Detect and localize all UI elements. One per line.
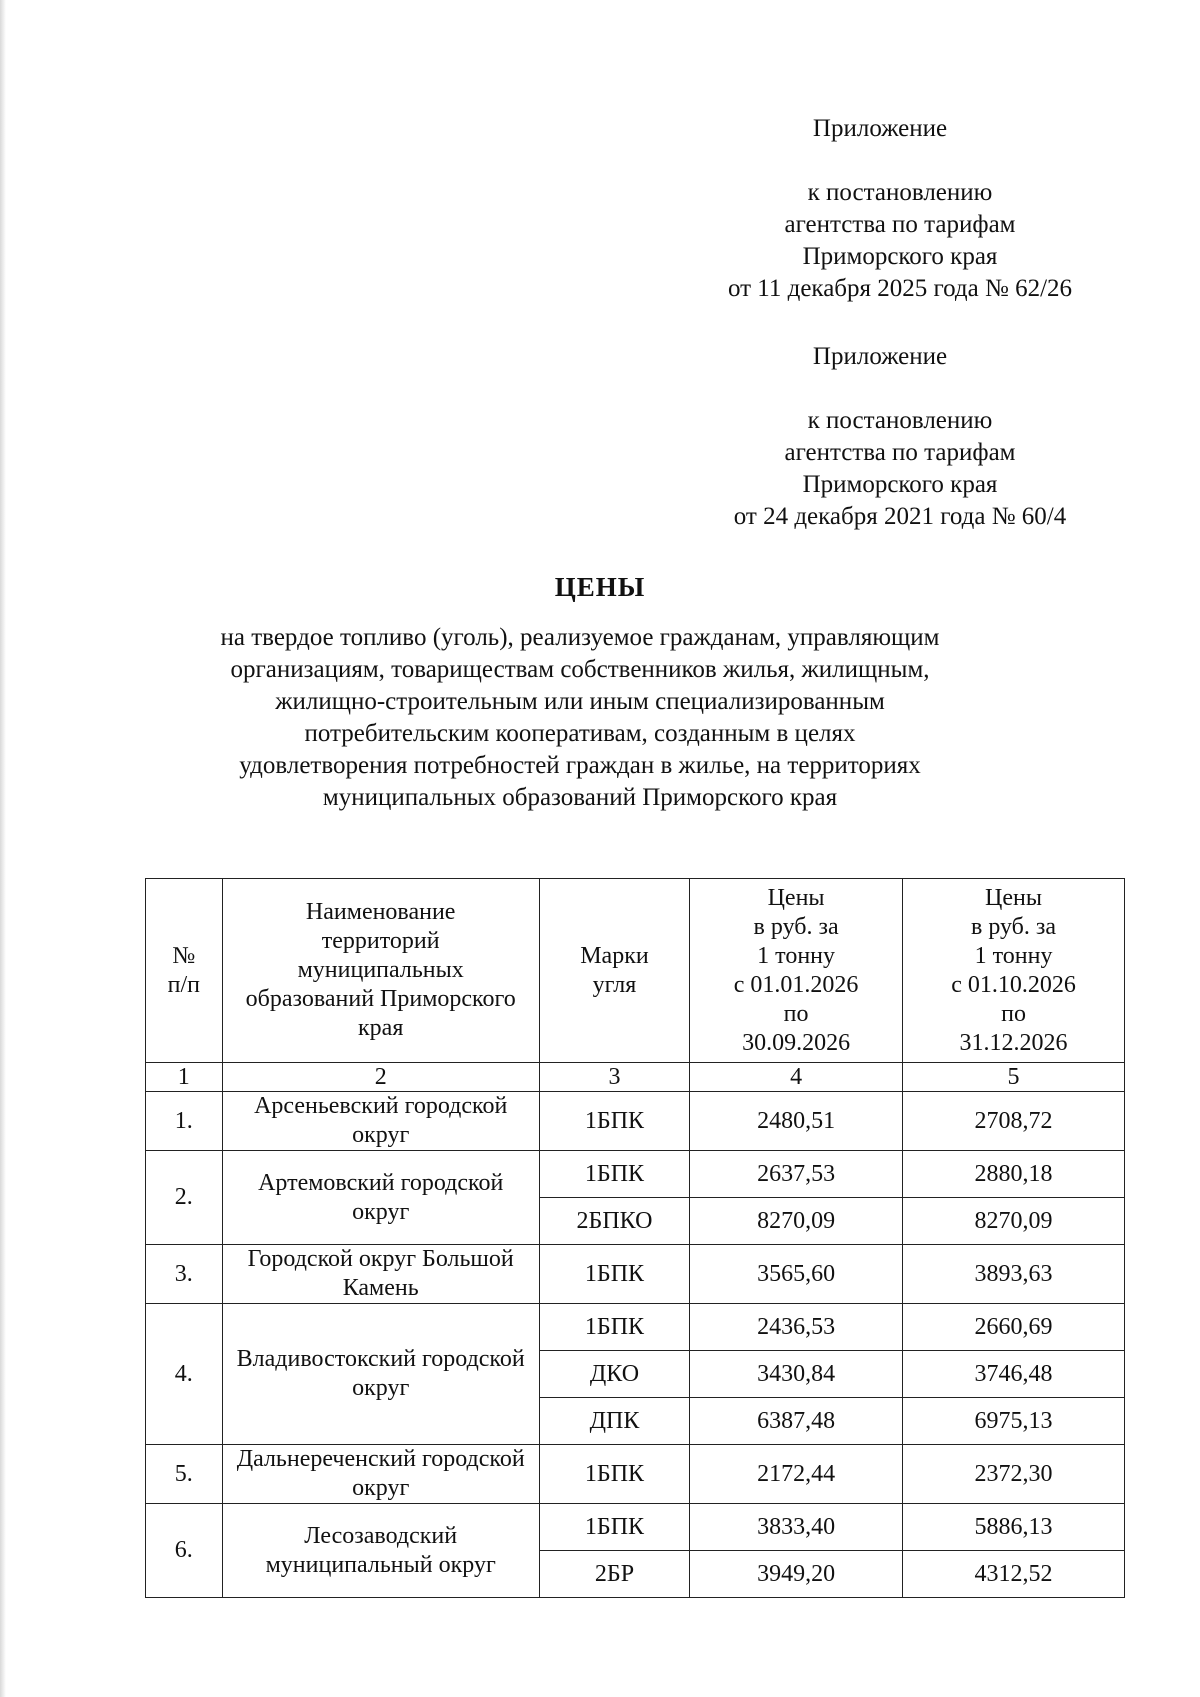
header-text: муниципальных [297, 957, 464, 983]
header-territory [222, 879, 539, 1063]
price-period-1: 3565,60 [690, 1245, 903, 1304]
price-period-2: 5886,13 [903, 1504, 1125, 1551]
column-number: 4 [690, 1063, 903, 1092]
price-period-2: 3893,63 [903, 1245, 1125, 1304]
coal-grade: 1БПК [539, 1304, 689, 1351]
appendix-line: от 11 декабря 2025 года № 62/26 [727, 275, 1073, 302]
header-text: с 01.01.2026 [733, 971, 859, 998]
appendix-line: Приморского края [802, 471, 998, 498]
row-number: 3. [146, 1245, 223, 1304]
document-subtitle [180, 622, 980, 814]
header-text: 31.12.2026 [959, 1029, 1068, 1056]
appendix-line: Приморского края [802, 243, 998, 270]
subtitle-line: удовлетворения потребностей граждан в жилье, на территориях [239, 752, 921, 779]
price-period-1: 6387,48 [690, 1398, 903, 1445]
coal-grade: 2БПКО [539, 1198, 689, 1245]
coal-grade: 2БР [539, 1551, 689, 1598]
coal-grade: ДКО [539, 1351, 689, 1398]
appendix-heading: Приложение [812, 343, 948, 370]
appendix-line: к постановлению [807, 407, 993, 434]
subtitle-line: организациям, товариществам собственников жилья, жилищным, [230, 656, 930, 683]
header-text: 1 тонну [974, 942, 1053, 969]
territory-name: Лесозаводский муниципальный округ [222, 1504, 539, 1598]
header-text: образований Приморского [245, 986, 516, 1012]
header-text: в руб. за [753, 913, 839, 940]
header-coal-grade [539, 879, 689, 1063]
row-number: 1. [146, 1092, 223, 1151]
column-number-row [146, 1063, 1125, 1092]
column-number: 1 [146, 1063, 223, 1092]
price-period-1: 2172,44 [690, 1445, 903, 1504]
row-number: 4. [146, 1304, 223, 1445]
row-number: 2. [146, 1151, 223, 1245]
table-header-row [146, 879, 1125, 1063]
appendix-current [690, 113, 1110, 305]
appendix-line: к постановлению [807, 179, 993, 206]
coal-grade: ДПК [539, 1398, 689, 1445]
territory-name: Владивостокский городской округ [222, 1304, 539, 1445]
territory-name: Дальнереченский городской округ [222, 1445, 539, 1504]
header-no [146, 879, 223, 1063]
subtitle-line: на твердое топливо (уголь), реализуемое гражданам, управляющим [220, 624, 940, 651]
price-period-2: 6975,13 [903, 1398, 1125, 1445]
price-period-2: 4312,52 [903, 1551, 1125, 1598]
prices-table [145, 878, 1125, 1598]
table-row [146, 1304, 1125, 1351]
appendix-original [690, 341, 1110, 533]
appendix-line: агентства по тарифам [784, 439, 1016, 466]
table-row [146, 1245, 1125, 1304]
header-text: по [783, 1000, 809, 1027]
price-period-1: 2436,53 [690, 1304, 903, 1351]
header-text: № [172, 942, 196, 969]
coal-grade: 1БПК [539, 1445, 689, 1504]
price-period-2: 3746,48 [903, 1351, 1125, 1398]
column-number: 2 [222, 1063, 539, 1092]
price-period-1: 3430,84 [690, 1351, 903, 1398]
header-price-period-1 [690, 879, 903, 1063]
territory-name: Артемовский городской округ [222, 1151, 539, 1245]
appendix-line: от 24 декабря 2021 года № 60/4 [733, 503, 1067, 530]
table-row [146, 1504, 1125, 1551]
appendix-heading: Приложение [812, 115, 948, 142]
subtitle-line: жилищно-строительным или иным специализированным [275, 688, 885, 715]
subtitle-line: потребительским кооперативам, созданным в целях [304, 720, 856, 747]
price-period-1: 3949,20 [690, 1551, 903, 1598]
price-period-1: 2637,53 [690, 1151, 903, 1198]
coal-grade: 1БПК [539, 1092, 689, 1151]
price-period-2: 2708,72 [903, 1092, 1125, 1151]
territory-name: Городской округ Большой Камень [222, 1245, 539, 1304]
header-text: Цены [767, 884, 825, 911]
header-price-period-2 [903, 879, 1125, 1063]
header-text: Цены [985, 884, 1042, 911]
price-period-1: 8270,09 [690, 1198, 903, 1245]
coal-grade: 1БПК [539, 1245, 689, 1304]
header-text: Марки [580, 942, 649, 969]
row-number: 6. [146, 1504, 223, 1598]
header-text: с 01.10.2026 [951, 971, 1076, 998]
header-text: края [358, 1015, 404, 1041]
header-text: 30.09.2026 [742, 1029, 851, 1056]
document-title: ЦЕНЫ [554, 572, 646, 602]
subtitle-line: муниципальных образований Приморского края [322, 784, 838, 811]
coal-grade: 1БПК [539, 1504, 689, 1551]
header-text: в руб. за [970, 913, 1057, 940]
table-row [146, 1445, 1125, 1504]
price-period-2: 2372,30 [903, 1445, 1125, 1504]
header-text: 1 тонну [757, 942, 835, 969]
price-period-2: 2660,69 [903, 1304, 1125, 1351]
row-number: 5. [146, 1445, 223, 1504]
appendix-line: агентства по тарифам [784, 211, 1016, 238]
price-period-2: 2880,18 [903, 1151, 1125, 1198]
header-text: п/п [167, 971, 200, 998]
price-period-1: 3833,40 [690, 1504, 903, 1551]
territory-name: Арсеньевский городской округ [222, 1092, 539, 1151]
table-row [146, 1092, 1125, 1151]
column-number: 5 [903, 1063, 1125, 1092]
header-text: территорий [321, 928, 440, 954]
column-number: 3 [539, 1063, 689, 1092]
header-text: Наименование [305, 899, 456, 925]
price-period-2: 8270,09 [903, 1198, 1125, 1245]
price-period-1: 2480,51 [690, 1092, 903, 1151]
page-left-edge [0, 0, 6, 1697]
coal-grade: 1БПК [539, 1151, 689, 1198]
header-text: по [1001, 1000, 1026, 1027]
header-text: угля [592, 971, 637, 998]
table-row [146, 1151, 1125, 1198]
